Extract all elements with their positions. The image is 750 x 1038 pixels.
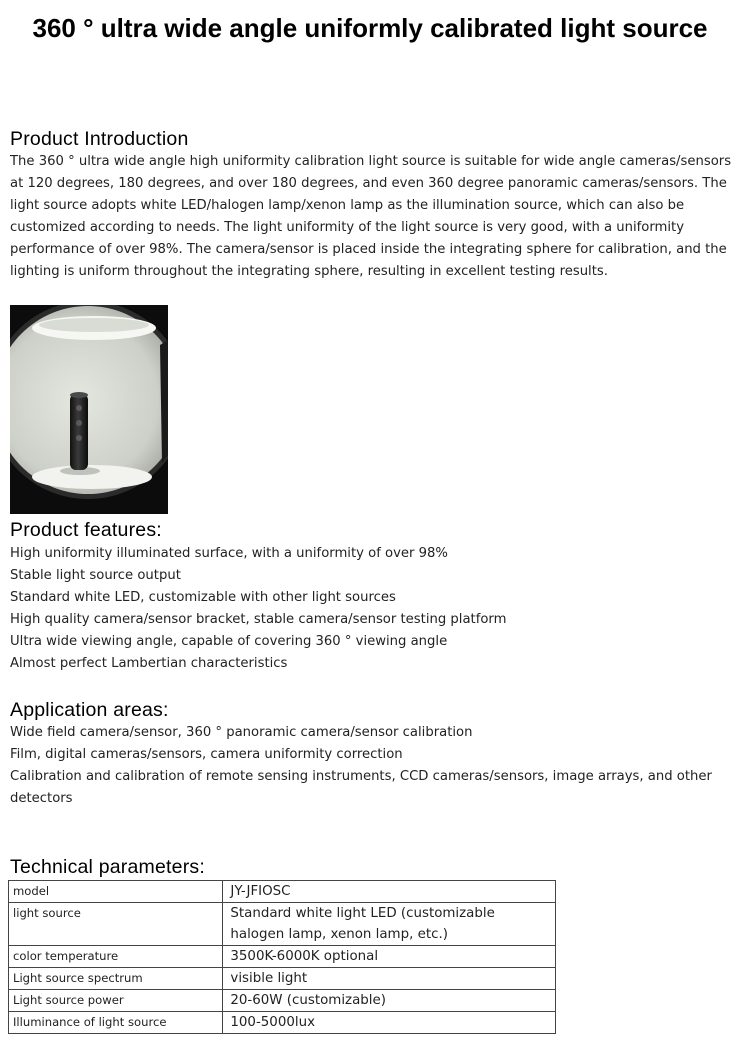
param-value: 20-60W (customizable)	[223, 990, 556, 1012]
list-item: Almost perfect Lambertian characteristics	[10, 655, 288, 671]
list-item: Standard white LED, customizable with other light sources	[10, 589, 396, 605]
param-name: Light source power	[9, 990, 223, 1012]
param-name: Illuminance of light source	[9, 1012, 223, 1034]
intro-text: The 360 ° ultra wide angle high uniformity calibration light source is suitable for wide angle cameras/sensors at 120 degrees, 180 degrees, and over 180 degrees, and even 360 degree panoramic cameras/sensors. The light source adopts white LED/halogen lamp/xenon lamp as the illumination source, which can also be customized according to needs. The light uniformity of the light source is very good, with a uniformity performance of over 98%. The camera/sensor is placed inside the integrating sphere for calibration, and the lighting is uniform throughout the integrating sphere, resulting in excellent testing results.	[10, 154, 732, 279]
param-name: model	[9, 881, 223, 903]
param-value: JY-JFIOSC	[223, 881, 556, 903]
features-heading: Product features:	[10, 519, 162, 541]
table-row	[9, 946, 556, 968]
intro-heading: Product Introduction	[10, 128, 189, 150]
list-item: Ultra wide viewing angle, capable of covering 360 ° viewing angle	[10, 633, 448, 649]
parameters-table	[8, 880, 556, 1034]
param-value: 100-5000lux	[223, 1012, 556, 1034]
table-row	[9, 990, 556, 1012]
param-value: 3500K-6000K optional	[223, 946, 556, 968]
list-item: Wide field camera/sensor, 360 ° panoramic camera/sensor calibration	[10, 725, 473, 740]
list-item: Stable light source output	[10, 567, 181, 583]
table-row	[9, 1012, 556, 1034]
parameters-heading: Technical parameters:	[10, 856, 205, 878]
list-item: Film, digital cameras/sensors, camera uniformity correction	[10, 746, 403, 762]
features-list	[10, 543, 506, 674]
list-item: Calibration and calibration of remote sensing instruments, CCD cameras/sensors, image arrays, and other detectors	[10, 768, 712, 806]
list-item: High uniformity illuminated surface, with a uniformity of over 98%	[10, 546, 448, 561]
table-row	[9, 881, 556, 903]
applications-list	[10, 722, 738, 810]
param-name: color temperature	[9, 946, 223, 968]
table-row	[9, 968, 556, 990]
param-name: Light source spectrum	[9, 968, 223, 990]
list-item: High quality camera/sensor bracket, stable camera/sensor testing platform	[10, 611, 507, 627]
page-title: 360 ° ultra wide angle uniformly calibrated light source	[32, 13, 708, 43]
product-photo	[10, 305, 168, 514]
applications-heading: Application areas:	[10, 699, 169, 721]
integrating-sphere-illustration	[10, 305, 168, 514]
param-value: Standard white light LED (customizable halogen lamp, xenon lamp, etc.)	[223, 903, 556, 946]
table-row	[9, 903, 556, 946]
param-value: visible light	[223, 968, 556, 990]
param-name: light source	[9, 903, 223, 946]
